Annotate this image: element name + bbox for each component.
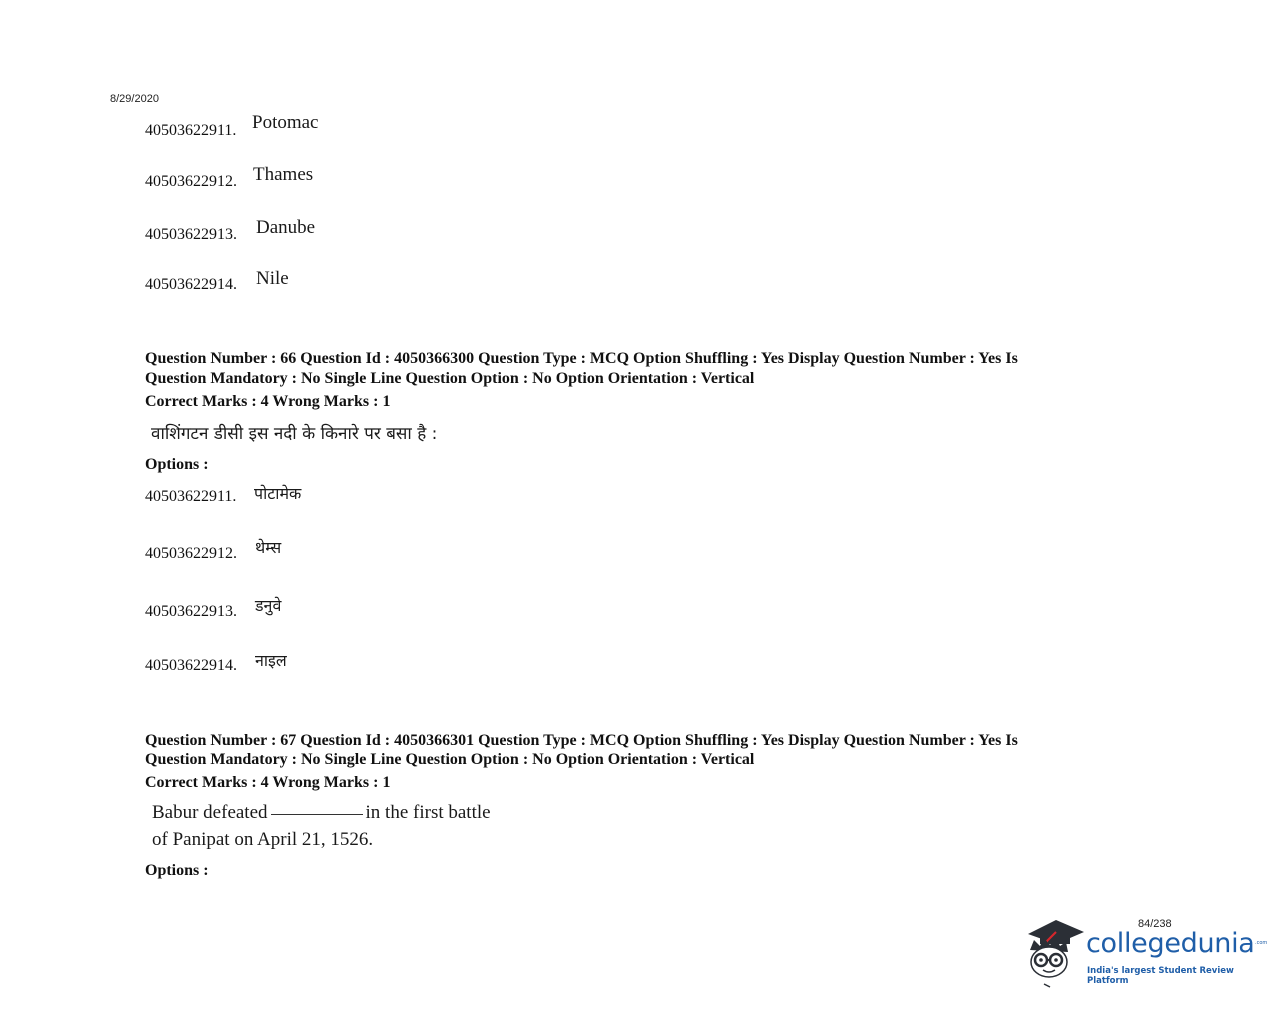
option-id: 40503622911. — [145, 488, 237, 505]
logo-tagline: India's largest Student Review Platform — [1087, 966, 1234, 986]
question-marks: Correct Marks : 4 Wrong Marks : 1 — [145, 393, 391, 410]
mascot-icon — [1022, 916, 1086, 992]
option-id: 40503622913. — [145, 603, 237, 620]
logo-wordmark: collegedunia — [1086, 928, 1255, 959]
option-text: नाइल — [255, 651, 287, 670]
print-date: 8/29/2020 — [110, 93, 159, 105]
option-id: 40503622914. — [145, 276, 237, 293]
option-text: Potomac — [252, 112, 319, 133]
option-id: 40503622913. — [145, 226, 237, 243]
option-text: थेम्स — [255, 538, 282, 557]
logo-suffix: .com — [1255, 940, 1268, 946]
question-text-line: of Panipat on April 21, 1526. — [152, 829, 374, 850]
option-text: Thames — [253, 164, 314, 185]
answer-blank — [271, 814, 363, 815]
question-meta-line: Question Mandatory : No Single Line Question Option : No Option Orientation : Vertical — [145, 370, 755, 387]
option-id: 40503622914. — [145, 657, 237, 674]
collegedunia-logo — [1022, 916, 1268, 992]
question-meta-line: Question Number : 67 Question Id : 4050366301 Question Type : MCQ Option Shuffling : Yes Display Question Number : Yes Is — [145, 732, 1018, 749]
question-text: वाशिंगटन डीसी इस नदी के किनारे पर बसा है : — [151, 424, 438, 444]
option-id: 40503622912. — [145, 173, 237, 190]
option-text: डनुवे — [255, 596, 282, 615]
option-id: 40503622912. — [145, 545, 237, 562]
option-text: Nile — [256, 268, 289, 289]
question-marks: Correct Marks : 4 Wrong Marks : 1 — [145, 774, 391, 791]
question-text-line — [152, 799, 491, 826]
question-meta-line: Question Mandatory : No Single Line Question Option : No Option Orientation : Vertical — [145, 751, 755, 768]
options-label: Options : — [145, 862, 209, 879]
question-text-part: in the first battle — [365, 802, 491, 823]
question-text-part: Babur defeated — [152, 802, 268, 823]
option-text: पोटामेक — [254, 484, 302, 503]
options-label: Options : — [145, 456, 209, 473]
option-id: 40503622911. — [145, 122, 237, 139]
page-number: 84/238 — [1138, 918, 1172, 930]
question-meta-line: Question Number : 66 Question Id : 4050366300 Question Type : MCQ Option Shuffling : Yes Display Question Number : Yes Is — [145, 350, 1018, 367]
option-text: Danube — [256, 217, 316, 238]
